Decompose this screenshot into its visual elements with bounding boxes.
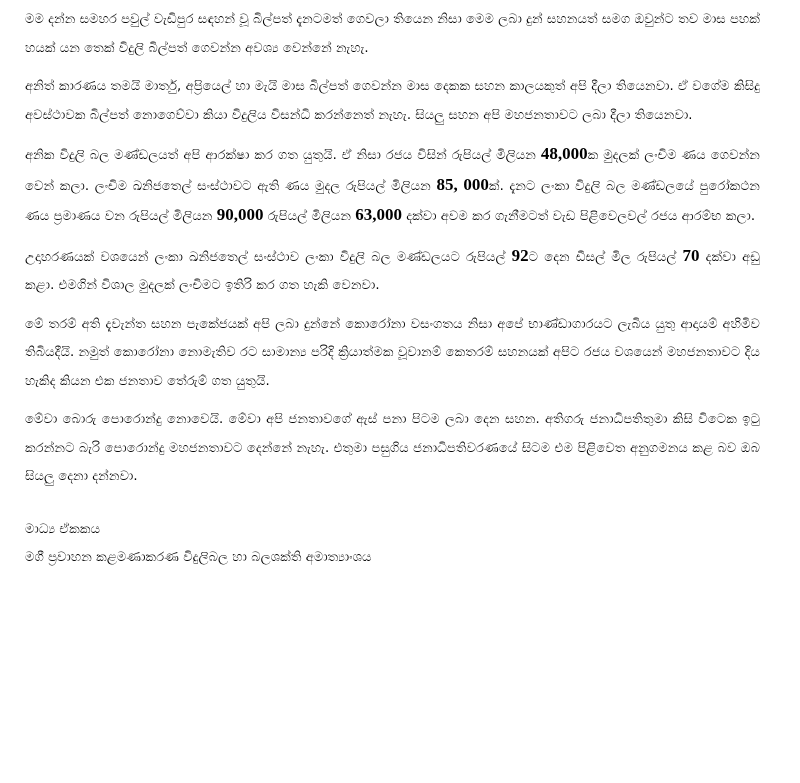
body-paragraph [25, 140, 760, 232]
paragraph-text: මේවා බොරු පොරොන්දු නොවෙයි. මේවා අපි ජනතාවගේ ඇස් පනා පිටම ලබා දෙන සහන. අතිගරු ජනාධිපතිතුමා කිසි විටෙක ඉටු කරන්නට බැරි පොරොන්දු මහජනතාවට දෙන්නේ නැහැ. එතුමා පසුගිය ජනාධිපතිවරණයේ සිටම එම පිළිවෙත අනුගමනය කළ බව ඔබ සියලු දෙනා දන්නවා. [25, 412, 760, 484]
paragraph-text: ක්. දැනට ලංකා විදුලි බල මණ්ඩලයේ පුරෝකථන ණය ප්‍රමාණය වන රුපියල් මිලියන [25, 178, 761, 224]
body-paragraph [25, 311, 760, 397]
bold-figure: 70 [682, 245, 700, 265]
paragraph-text: මම දන්න සමහර පවුල් වැඩිපුර සඳහන් වූ බිල්පත් දැනටමත් ගෙවලා තියෙන නිසා මෙම ලබා දුන් සහනයත් සමග ඔවුන්ට තව මාස පහක් හයක් යන තෙක් විදුලි බිල්පත් ගෙවන්න අවශ්‍ය වෙන්නේ නැහැ. [25, 12, 760, 56]
bold-figure: 48,000 [540, 144, 588, 163]
paragraph-text: අනිත් කාරණය තමයි මාර්තු, අප්‍රියෙල් හා මැයි මාස බිල්පත් ගෙවන්න මාස දෙකක සහන කාලයකුත් අපි දීලා තියෙනවා. ඒ වගේම කිසිදු අවස්ථාවක බිල්පත් නොගෙව්වා කියා විදුලිය විසන්ධි කරන්නෙත් නැහැ. සියලු සහන අපි මහජනතාවට ලබා දීලා තියෙනවා. [25, 79, 760, 123]
paragraph-text: දක්වා අවම කර ගැනීමටත් වැඩ පිළිවෙලවල් රජය ආරම්භ කලා. [402, 209, 756, 224]
bold-figure: 85, 000 [436, 174, 489, 194]
signature-block [25, 516, 760, 572]
body-paragraphs [25, 6, 760, 492]
body-paragraph [25, 73, 760, 130]
paragraph-text: අනික විදුලි බල මණ්ඩලයත් අපි ආරක්ෂා කර ගත යුතුයි. ඒ නිසා රජය විසින් රුපියල් මිලියන [25, 148, 541, 163]
press-release-document [25, 6, 760, 572]
signature-ministry: මගී ප්‍රවාහන කළමණාකරණ විදුලිබල හා බලශක්ති අමාත්‍යාංශය [25, 549, 372, 565]
paragraph-text: දක්වා අඩු කළා. එමගින් විශාල මුදලක් ලංචිමට ඉතිරි කර ගත හැකි වෙනවා. [25, 249, 760, 293]
paragraph-text: රුපියල් මිලියන [263, 209, 356, 224]
paragraph-text: ක මුදලක් ලංචිම ණය ගෙවන්න වෙන් කලා. ලංචිම ඛනිජතෙල් සංස්ථාවට ඇති ණය මුදල රුපියල් මිලියන [25, 148, 760, 194]
signature-unit: මාධ්‍ය ඒකකය [25, 521, 101, 537]
paragraph-text: ට දෙන ඩීසල් මිල රුපියල් [528, 249, 683, 265]
body-paragraph [25, 406, 760, 492]
body-paragraph [25, 6, 760, 63]
bold-figure: 63,000 [355, 205, 403, 224]
bold-figure: 90,000 [216, 205, 264, 224]
paragraph-text: උදාහරණයක් වශයෙන් ලංකා ඛනිජතෙල් සංස්ථාව ලංකා විදුලි බල මණ්ඩලයට රුපියල් [25, 249, 512, 265]
paragraph-text: මේ තරම් අති දැවැන්ත සහන පැකේජයක් අපි ලබා දුන්නේ කොරෝනා වසංගතය නිසා අපේ භාණ්ඩාගාරයට ලැබිය යුතු ආදායම් අහිමිව තිබියදීයි. නමුත් කොරෝනා නොමැතිව රට සාමාන්‍ය පරිදි ක්‍රියාත්මක වූවානම් කෙතරම් සහනයක් අපිට රජය වශයෙන් මහජනතාවට දිය හැකිද කියන එක ජනතාව තේරුම් ගත යුතුයි. [25, 316, 760, 389]
body-paragraph [25, 242, 760, 301]
bold-figure: 92 [511, 245, 529, 265]
